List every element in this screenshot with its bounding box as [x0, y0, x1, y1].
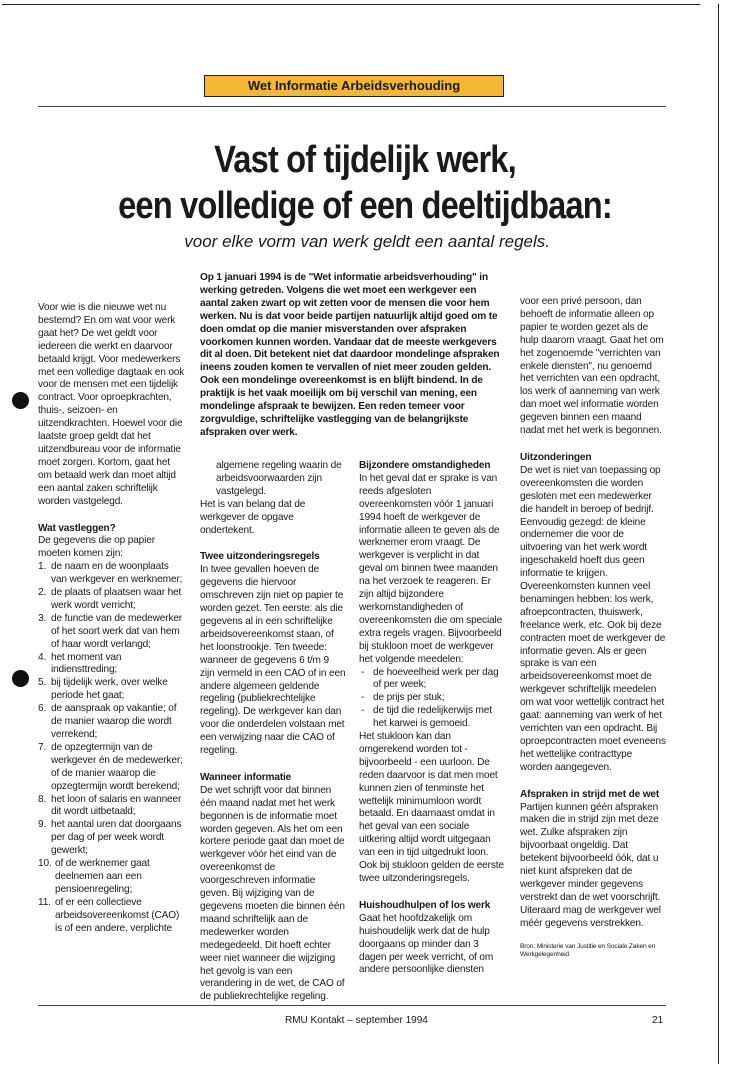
paragraph: Partijen kunnen géén afspraken maken die in strijd zijn met deze wet. Zulke afspraken zijn bijvoorbaat ongeldig. Dat betekent bijvoorbeeld óók, dat u niet kunt afspreken dat de werkgever minder gegevens verstrekt dan de wet voorschrijft. Uiteraard mag de werkgever wel méér gegevens verstrekken. — [520, 801, 661, 929]
list-item: - de tijd die redelijkerwijs met het karwei is gemoeid. — [359, 705, 505, 731]
list-intro: De gegevens die op papier moeten komen zijn: — [38, 535, 155, 560]
list-item: 1. de naam en de woonplaats van werkgever en werknemer; — [38, 561, 183, 586]
heading-uitzonderingen: Uitzonderingen — [520, 451, 592, 463]
list-item: 11. of er een collectieve arbeidsovereenkomst (CAO) is of een andere, verplichte — [38, 896, 180, 934]
heading-huishoudhulpen: Huishoudhulpen of los werk — [359, 899, 491, 911]
list-item: 7. de opzegtermijn van de werkgever én de medewerker; of de manier waarop die opzegtermijn wordt berekend; — [38, 741, 183, 792]
section-banner: Wet Informatie Arbeidsverhouding — [204, 75, 504, 97]
paragraph: voor een privé persoon, dan behoeft de informatie alleen op papier te worden gezet als de hulp daarom vraagt. Gaat het om het zogenoemde "verrichten van enkele diensten", nu genoemd het verrichten van een opdracht, los werk of aanneming van werk dan moet wel informatie worden gegeven binnen een maand nadat met het werk is begonnen. — [520, 296, 664, 437]
paragraph: Het stukloon kan dan omgerekend worden tot - bijvoorbeeld - een uurloon. De reden daarvoor is dat men moet kunnen zien of tenminste het wettelijk minimumloon wordt betaald. En daarnaast omdat in het geval van een sociale uitkering altijd wordt uitgegaan van een in tijd uitgedrukt loon. Ook bij stukloon gelden de eerste twee uitzonderingsregels. — [359, 731, 504, 884]
subtitle: voor elke vorm van werk geldt een aantal regels. — [184, 232, 550, 251]
paragraph: In twee gevallen hoeven de gegevens die hiervoor omschreven zijn niet op papier te worden gezet. Ten eerste: als die gegevens al in een schriftelijke arbeidsovereenkomst staan, of het loonstrookje. Ten tweede: wanneer de gegevens 6 t/m 9 zijn vermeld in een CAO of in een andere algemeen geldende regeling (publiekrechtelijke regeling). De werkgever kan dan voor die onderdelen volstaan met een verwijzing naar die CAO of regeling. — [200, 564, 346, 757]
list-item: 9. het aantal uren dat doorgaans per dag of per week wordt gewerkt; — [38, 819, 182, 857]
page-number: 21 — [652, 1015, 664, 1026]
paragraph: Het is van belang dat de werkgever de opgave ondertekent. — [200, 498, 306, 536]
lead-paragraph: Op 1 januari 1994 is de "Wet informatie arbeidsverhouding" in werking getreden. Volgens die wet moet een werkgever een aantal zaken zwart op wit zetten voor de mensen die voor hem werken. Nu is dat voor beide partijen natuurlijk altijd goed om te doen omdat op die manier misverstanden over afspraken voorkomen kunnen worden. Vandaar dat de meeste werkgevers dit al doen. Dit betekent niet dat daardoor mondelinge afspraken ineens zouden komen te vervallen of niet meer zouden gelden. Ook een mondelinge overeenkomst is en blijft bindend. In de praktijk is het vaak moeilijk om bij verschil van mening, een mondelinge afspraak te bewijzen. Een reden temeer voor zorgvuldige, schriftelijke vastlegging van de belangrijkste afspraken over werk. — [200, 272, 500, 438]
list-item: 5. bij tijdelijk werk, over welke periode het gaat; — [38, 677, 168, 702]
list-item: 2. de plaats of plaatsen waar het werk wordt verricht; — [38, 587, 182, 611]
heading-wat-vastleggen: Wat vastleggen? — [38, 522, 116, 534]
binder-hole — [12, 670, 29, 687]
paragraph: In het geval dat er sprake is van reeds afgesloten overeenkomsten vóór 1 januari 1994 hoeft de werkgever de informatie alleen te geven als de werknemer erom vraagt. De werkgever is verplicht in dat geval om binnen twee maanden na het verzoek te reageren. Er zijn altijd bijzondere werkomstandigheden of overeenkomsten die om speciale extra regels vragen. Bijvoorbeeld bij stukloon moet de werkgever het volgende meedelen: — [359, 472, 503, 665]
footer-rule — [38, 1005, 666, 1006]
top-rule — [38, 106, 666, 107]
list-item: 10. of de werknemer gaat deelnemen aan een pensioenregeling; — [38, 858, 150, 895]
column-2 — [200, 460, 346, 1004]
intro-paragraph: Voor wie is die nieuwe wet nu bestemd? En om wat voor werk gaat het? De wet geldt voor iedereen die werkt en daarvoor betaald krijgt. Voor medewerkers met een volledige dagtaak en ook voor de mensen met een tijdelijk contract. Voor oproepkrachten, thuis-, seizoen- en uitzendkrachten. Hoewel voor die laatste groep geldt dat het uitzendbureau voor de informatie moet zorgen. Kortom, gaat het om betaald werk dan moet altijd een aantal zaken schriftelijk worden vastgelegd. — [38, 302, 185, 507]
heading-afspraken-in-strijd: Afspraken in strijd met de wet — [520, 788, 660, 800]
list-item: - de prijs per stuk; — [359, 692, 505, 705]
paragraph: Gaat het hoofdzakelijk om huishoudelijk werk dat de hulp doorgaans op minder dan 3 dagen per week verricht, of om andere persoonlijke diensten — [359, 912, 494, 976]
dash-list — [359, 667, 505, 732]
continued-text: algemene regeling waarin de arbeidsvoorwaarden zijn vastgelegd. — [216, 460, 342, 497]
paragraph: De wet schrijft voor dat binnen één maand nadat met het werk begonnen is de informatie moet worden gegeven. Als het om een kortere periode gaat dan moet de werkgever vóór het eind van de overeenkomst de voorgeschreven informatie geven. Bij wijziging van de gegevens moeten die binnen één maand schriftelijk aan de medewerker worden medegedeeld. Dit hoeft echter weer niet wanneer die wijziging het gevolg is van een verandering in de wet, de CAO of de publiekrechtelijke regeling. — [200, 784, 345, 1003]
heading-wanneer-informatie: Wanneer informatie — [200, 771, 292, 783]
paragraph: De wet is niet van toepassing op overeenkomsten die worden gesloten met een medewerker die handelt in beroep of bedrijf. Eenvoudig gezegd: de kleine ondernemer die voor de uitvoering van het werk wordt ingeschakeld hoeft dus geen informatie te krijgen. Overeenkomsten kunnen veel benamingen hebben: los werk, afroepcontracten, thuiswerk, freelance werk, etc. Ook bij deze contracten moet de werkgever de informatie geven. Als er geen sprake is van een arbeidsovereenkomst moet de werkgever schriftelijk meedelen om wat voor wettelijk contract het gaat: aanneming van werk of het verrichten van een opdracht. Bij oproepcontracten moet eveneens het wettelijke contracttype worden aangegeven. — [520, 464, 666, 773]
list-item: 3. de functie van de medewerker of het soort werk dat van hem of haar wordt verlangd; — [38, 612, 183, 650]
list-item: 6. de aanspraak op vakantie; of de manier waarop die wordt verrekend; — [38, 703, 177, 740]
page-border-right — [718, 4, 719, 1064]
title-line-1: Vast of tijdelijk werk, — [214, 139, 516, 181]
footer-publication: RMU Kontakt – september 1994 — [285, 1015, 428, 1026]
source-note: Bron: Ministerie van Justitie en Sociale Zaken en Werkgelegenheid. — [520, 942, 656, 958]
column-4 — [520, 296, 666, 959]
heading-uitzonderingsregels: Twee uitzonderingsregels — [200, 551, 320, 563]
heading-bijzondere-omstandigheden: Bijzondere omstandigheden — [359, 460, 491, 471]
column-3 — [359, 460, 505, 977]
column-1 — [38, 302, 186, 936]
list-item: - de hoeveelheid werk per dag of per week; — [359, 667, 505, 693]
list-item: 8. het loon of salaris en wanneer dit wordt uitbetaald; — [38, 793, 182, 818]
binder-hole — [12, 392, 29, 409]
list-item: 4. het moment van indiensttreding; — [38, 651, 122, 676]
page-border-top — [2, 4, 700, 5]
requirements-list — [38, 561, 186, 935]
title-line-2: een volledige of een deeltijdbaan: — [118, 185, 612, 227]
